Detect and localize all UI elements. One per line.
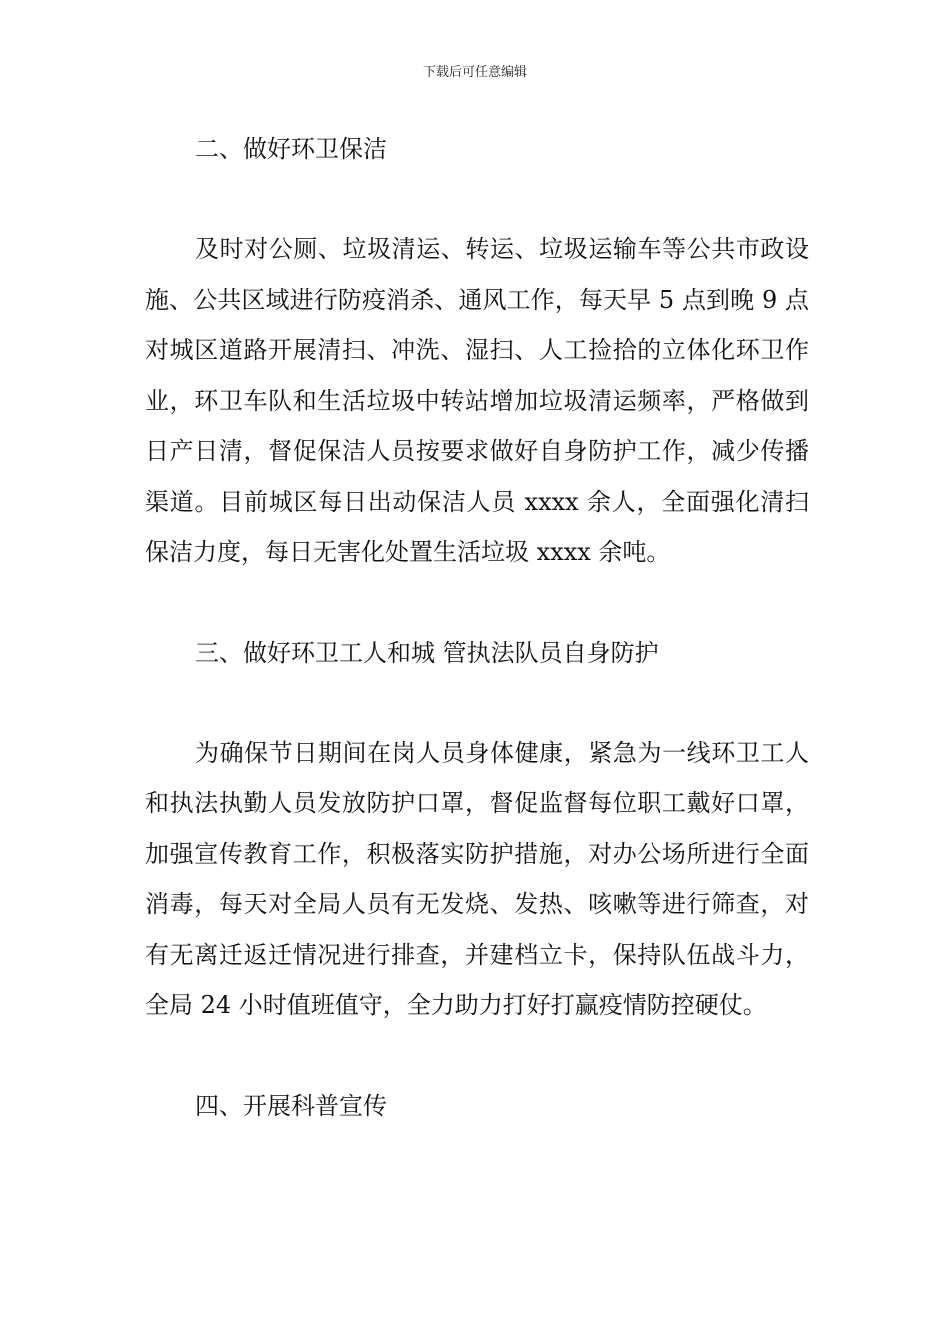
section-heading-protection: 三、做好环卫工人和城 管执法队员自身防护 <box>195 638 659 667</box>
page-header: 下载后可任意编辑 <box>422 65 527 80</box>
section-paragraph-sanitation: 及时对公厕、垃圾清运、转运、垃圾运输车等公共市政设施、公共区域进行防疫消杀、通风工作，每天早 5 点到晚 9 点对城区道路开展清扫、冲洗、湿扫、人工捡拾的立体化环卫作业，环卫车队和生活垃圾中转站增加垃圾清运频率，严格做到日产日清，督促保洁人员按要求做好自身防护工作，减少传播渠道。目前城区每日出动保洁人员 xxxx 余人，全面强化清扫保洁力度，每日无害化处置生活垃圾 xxxx 余吨。 <box>145 235 809 566</box>
section-heading-sanitation: 二、做好环卫保洁 <box>195 135 387 163</box>
section-paragraph-protection: 为确保节日期间在岗人员身体健康，紧急为一线环卫工人和执法执勤人员发放防护口罩，督促监督每位职工戴好口罩，加强宣传教育工作，积极落实防护措施，对办公场所进行全面消毒，每天对全局人员有无发烧、发热、咳嗽等进行筛查，对有无离迁返迁情况进行排查，并建档立卡，保持队伍战斗力，全局 24 小时值班值守，全力助力打好打赢疫情防控硬仗。 <box>145 738 809 1019</box>
section-heading-publicity: 四、开展科普宣传 <box>195 1091 387 1120</box>
document-body <box>145 122 809 1181</box>
